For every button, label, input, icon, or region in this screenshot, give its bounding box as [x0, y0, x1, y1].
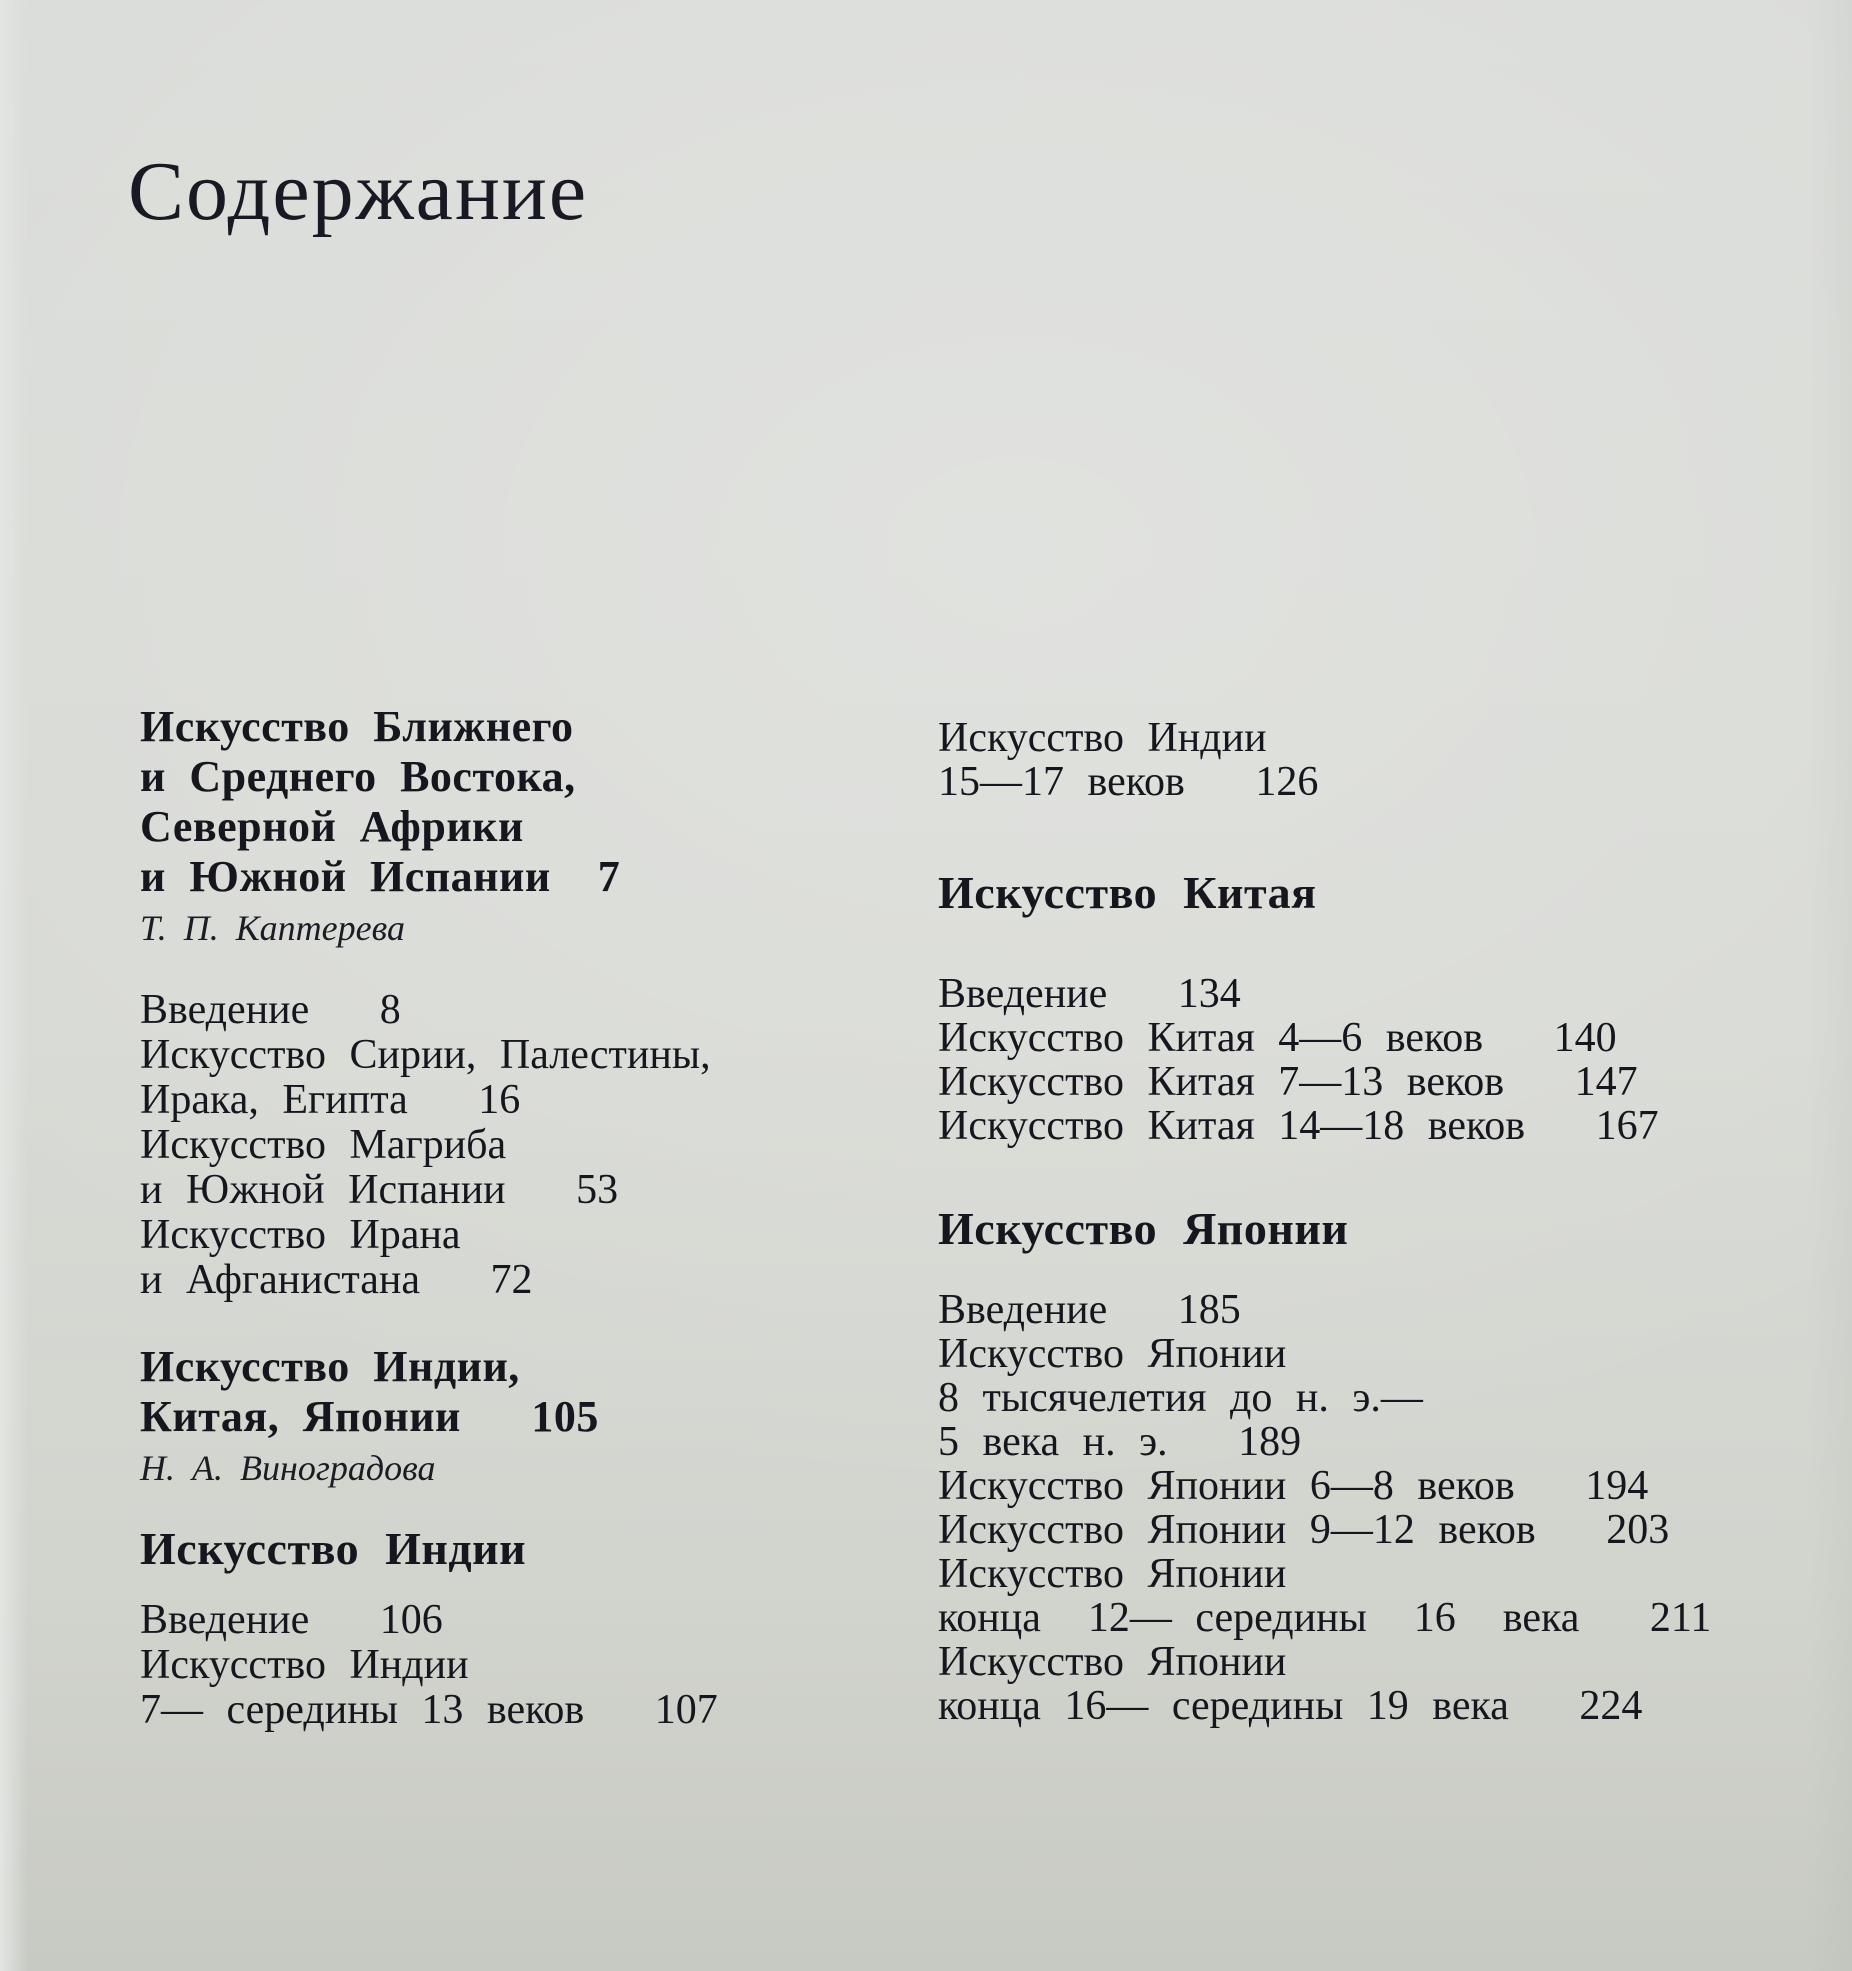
toc-line: Искусство Китая 7—13 веков 147: [938, 1059, 1638, 1105]
toc-line: Введение 8: [140, 987, 401, 1033]
toc-line: конца 12— середины 16 века 211: [938, 1595, 1712, 1641]
page-title: Содержание: [128, 145, 589, 238]
toc-entries-india: [140, 1598, 860, 1733]
toc-line: и Афганистана 72: [140, 1257, 533, 1303]
toc-entries-japan: [938, 1288, 1738, 1728]
toc-line: Искусство Ирана: [140, 1212, 461, 1258]
toc-line: Искусство Китая 14—18 веков 167: [938, 1103, 1659, 1149]
toc-line: Введение 185: [938, 1287, 1241, 1333]
toc-line: 7— середины 13 веков 107: [140, 1687, 718, 1733]
toc-line: Искусство Сирии, Палестины,: [140, 1032, 711, 1078]
toc-column-left: [140, 702, 860, 1733]
toc-line: Китая, Японии 105: [140, 1392, 599, 1441]
toc-author-vinogradova: Н. А. Виноградова: [140, 1448, 436, 1488]
toc-author-kaptereva: Т. П. Каптерева: [140, 908, 405, 948]
toc-line: Искусство Китая 4—6 веков 140: [938, 1015, 1617, 1061]
toc-entries-near-middle-east: [140, 988, 860, 1303]
toc-line: Искусство Японии: [938, 1331, 1287, 1377]
toc-line: Северной Африки: [140, 802, 524, 851]
toc-line: Искусство Ближнего: [140, 702, 574, 751]
toc-line: конца 16— середины 19 века 224: [938, 1683, 1643, 1729]
toc-line: Искусство Японии: [938, 1639, 1287, 1685]
toc-line: Искусство Японии: [938, 1551, 1287, 1597]
toc-line: Искусство Магриба: [140, 1122, 507, 1168]
toc-line: Введение 106: [140, 1597, 443, 1643]
toc-line: Искусство Индии,: [140, 1342, 520, 1391]
toc-line: и Южной Испании 7: [140, 852, 621, 901]
toc-line: 5 века н. э. 189: [938, 1419, 1302, 1465]
toc-line: 8 тысячелетия до н. э.—: [938, 1375, 1423, 1421]
toc-section-near-middle-east: [140, 702, 860, 952]
toc-column-right: [938, 716, 1738, 1728]
toc-line: Искусство Индии: [938, 715, 1267, 761]
toc-line: Ирака, Египта 16: [140, 1077, 521, 1123]
toc-entries-china: [938, 972, 1738, 1148]
toc-line: Искусство Японии 6—8 веков 194: [938, 1463, 1649, 1509]
toc-line: и Среднего Востока,: [140, 752, 576, 801]
toc-line: Введение 134: [938, 971, 1241, 1017]
toc-line: Искусство Индии: [140, 1642, 469, 1688]
toc-line: 15—17 веков 126: [938, 759, 1319, 805]
toc-section-india-china-japan: [140, 1342, 860, 1492]
toc-line: Искусство Японии 9—12 веков 203: [938, 1507, 1670, 1553]
toc-header-japan: Искусство Японии: [938, 1203, 1349, 1254]
toc-entries-india-continued: [938, 716, 1738, 804]
toc-header-india: Искусство Индии: [140, 1523, 527, 1574]
toc-line: и Южной Испании 53: [140, 1167, 619, 1213]
toc-header-china: Искусство Китая: [938, 867, 1317, 918]
